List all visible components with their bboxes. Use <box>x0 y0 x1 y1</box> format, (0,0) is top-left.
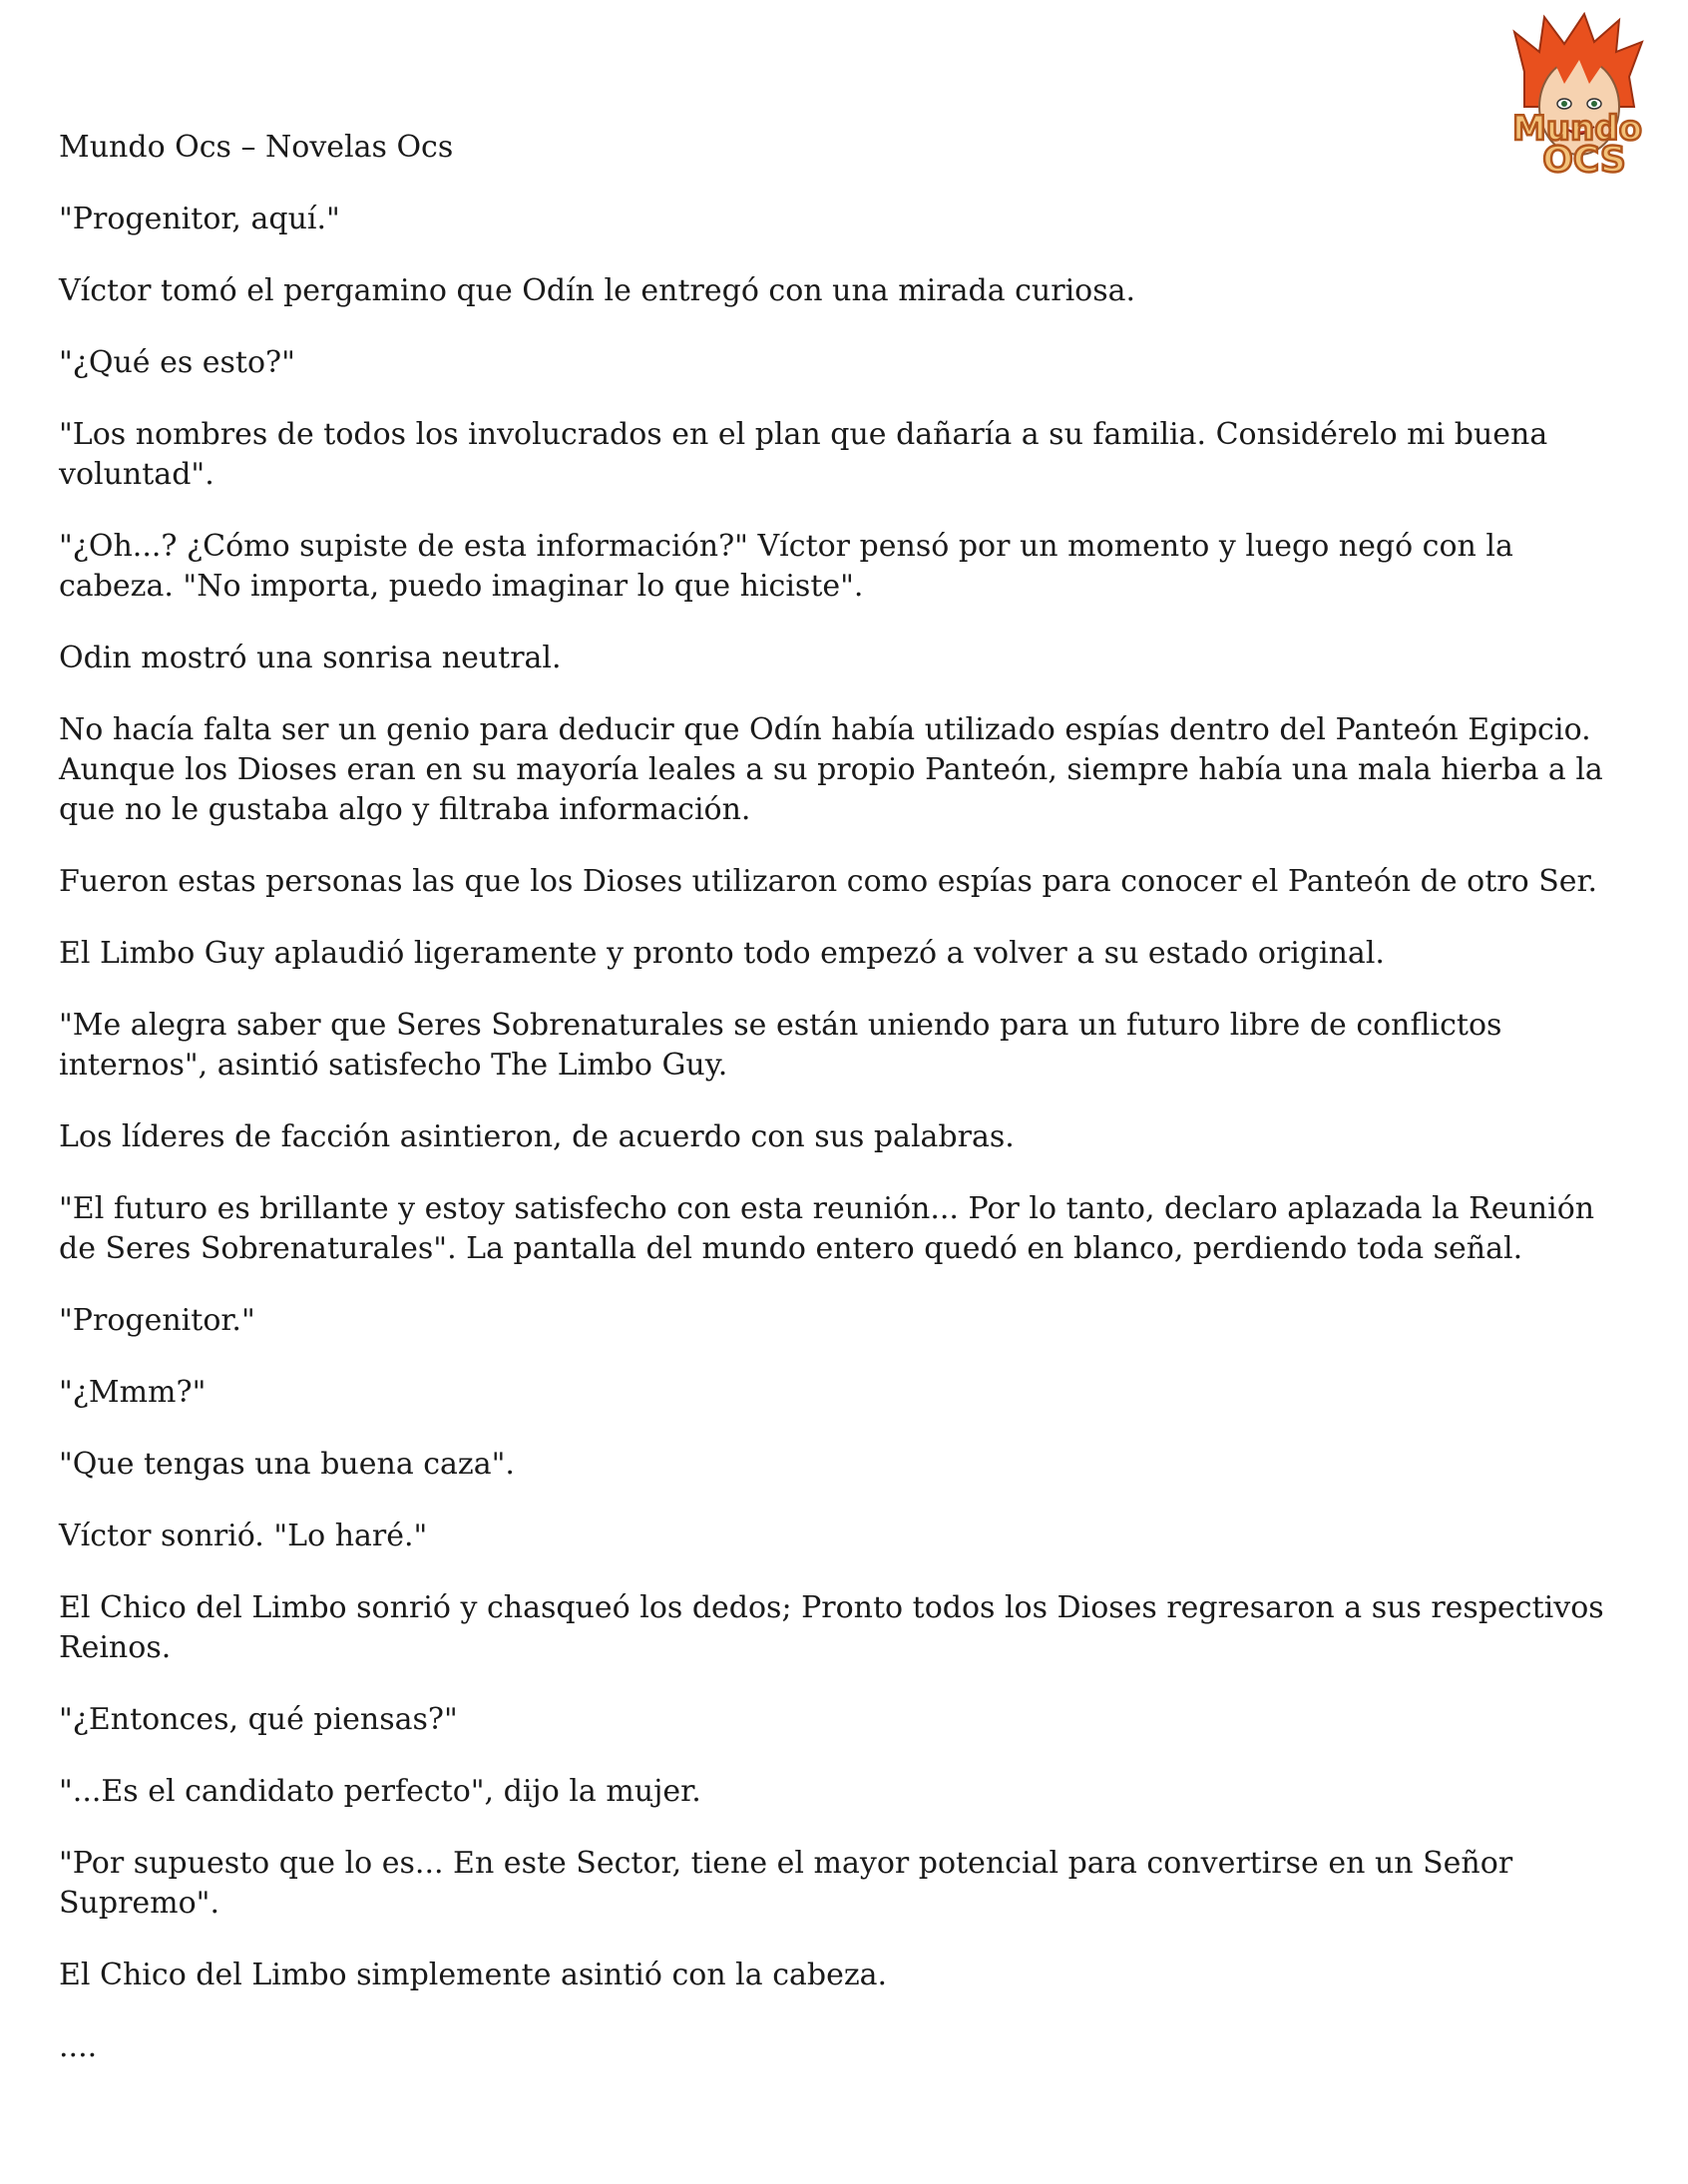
paragraph: El Limbo Guy aplaudió ligeramente y pronto todo empezó a volver a su estado original. <box>59 936 1385 971</box>
paragraph: .... <box>59 2029 98 2064</box>
paragraph: "Los nombres de todos los involucrados en el plan que dañaría a su familia. Considérelo mi buena voluntad". <box>59 417 1548 492</box>
paragraph: "Que tengas una buena caza". <box>59 1447 515 1482</box>
paragraph: Víctor tomó el pergamino que Odín le entregó con una mirada curiosa. <box>59 273 1136 308</box>
paragraph: "¿Oh...? ¿Cómo supiste de esta información?" Víctor pensó por un momento y luego negó con la cabeza. "No importa, puedo imaginar lo que hiciste". <box>59 529 1513 604</box>
paragraph: "Progenitor, aquí." <box>59 202 340 236</box>
logo-text-bottom: OCS <box>1542 140 1626 181</box>
document-body <box>59 200 1635 2099</box>
paragraph: "¿Mmm?" <box>59 1375 207 1410</box>
paragraph: "El futuro es brillante y estoy satisfecho con esta reunión... Por lo tanto, declaro aplazada la Reunión de Seres Sobrenaturales". La pantalla del mundo entero quedó en blanco, perdiendo toda señal. <box>59 1191 1595 1266</box>
paragraph: "Me alegra saber que Seres Sobrenaturales se están uniendo para un futuro libre de conflictos internos", asintió satisfecho The Limbo Guy. <box>59 1008 1502 1083</box>
paragraph: Víctor sonrió. "Lo haré." <box>59 1519 428 1553</box>
logo-text-top: Mundo <box>1512 109 1642 149</box>
paragraph: Odin mostró una sonrisa neutral. <box>59 641 562 675</box>
paragraph: Los líderes de facción asintieron, de acuerdo con sus palabras. <box>59 1119 1015 1154</box>
paragraph: El Chico del Limbo simplemente asintió con la cabeza. <box>59 1958 888 1992</box>
paragraph: "Por supuesto que lo es... En este Sector, tiene el mayor potencial para convertirse en un Señor Supremo". <box>59 1846 1513 1921</box>
paragraph: No hacía falta ser un genio para deducir que Odín había utilizado espías dentro del Panteón Egipcio. Aunque los Dioses eran en su mayoría leales a su propio Panteón, siempre había una mala hierba a la que no le gustaba algo y filtraba información. <box>59 712 1603 827</box>
paragraph: "¿Entonces, qué piensas?" <box>59 1702 458 1737</box>
paragraph: "...Es el candidato perfecto", dijo la mujer. <box>59 1774 701 1809</box>
paragraph: Fueron estas personas las que los Dioses utilizaron como espías para conocer el Panteón de otro Ser. <box>59 864 1598 899</box>
mascot-logo-icon <box>1484 12 1670 182</box>
paragraph: "Progenitor." <box>59 1303 255 1338</box>
paragraph: El Chico del Limbo sonrió y chasqueó los dedos; Pronto todos los Dioses regresaron a sus respectivos Reinos. <box>59 1590 1604 1665</box>
site-title: Mundo Ocs – Novelas Ocs <box>59 130 454 165</box>
paragraph: "¿Qué es esto?" <box>59 345 295 380</box>
